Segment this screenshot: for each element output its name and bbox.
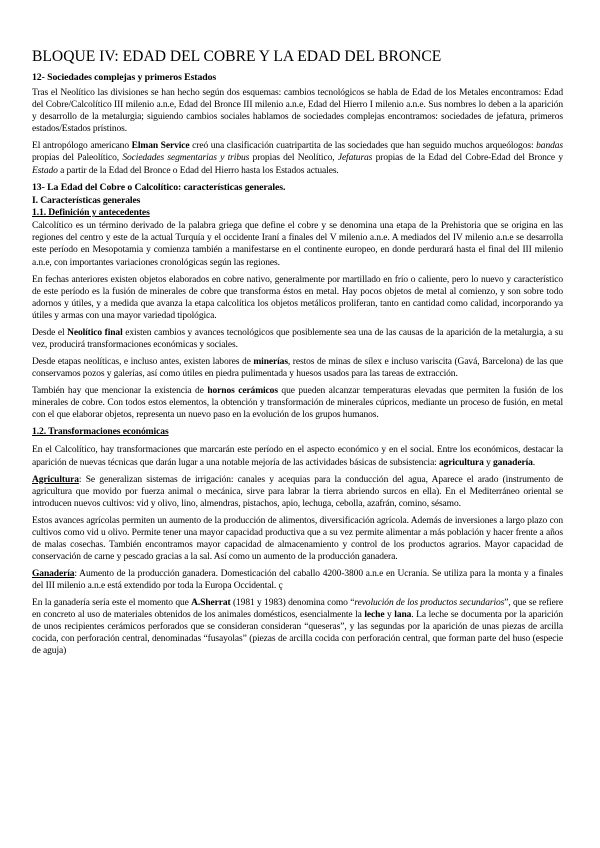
paragraph: Desde el Neolítico final existen cambios y avances tecnológicos que posiblemente sea una de las causas de la aparición de la metalurgia, a su vez, producirá transformaciones económicas y sociales.	[32, 327, 564, 350]
page-title: BLOQUE IV: EDAD DEL COBRE Y LA EDAD DEL BRONCE	[32, 48, 442, 65]
paragraph: En el Calcolítico, hay transformaciones que marcarán este período en el aspecto económico y en el social. Entre los económicos, destacar la aparición de nuevas técnicas que darán lugar a una notable mejoría de las actividades básicas de subsistencia: agricultura y ganadería.	[32, 445, 563, 468]
paragraph: Agricultura: Se generalizan sistemas de irrigación: canales y acequias para la conducción del agua, Aparece el arado (instrumento de agricultura que movido por fuerza animal o mecánica, sirve para labrar la tierra abriendo surcos en ella). En el Mediterráneo oriental se introducen nuevos cultivos: vid y olivo, lino, almendras, pistachos, apio, lechuga, cebolla, azafrán, comino, sésamo.	[32, 474, 563, 509]
paragraph: En la ganadería sería este el momento que A.Sherrat (1981 y 1983) denomina como “revolución de los productos secundarios”, que se refiere en concreto al uso de materiales obtenidos de los animales domésticos, esencialmente la leche y lana. La leche se documenta por la aparición de unos recipientes cerámicos perforados que se consideran consideran “queseras”, y las segundas por la aparición de unas piezas de arcilla cocida, con perforación central, denominadas “fusayolas” (piezas de arcilla cocida con perforación central, que forman parte del huso (especie de aguja)	[32, 598, 563, 657]
subsection-heading: 1.1. Definición y antecedentes	[32, 207, 150, 219]
paragraph: Estos avances agrícolas permiten un aumento de la producción de alimentos, diversificación agrícola. Además de inversiones a largo plazo con cultivos como vid u olivo. Permite tener una mayor capacidad productiva que a su vez permite alimentar a más población y hacer frente a años de malas cosechas. También encontramos mayor capacidad de almacenamiento y control de los productos agrarios. Mayor capacidad de conservación de carne y pescado gracias a la sal. Así como un aumento de la producción ganadera.	[32, 515, 563, 562]
paragraph: Ganadería: Aumento de la producción ganadera. Domesticación del caballo 4200-3800 a.n.e en Ucrania. Se utiliza para la monta y a finales del III milenio a.n.e está extendido por toda la Europa Occidental. ç	[32, 569, 563, 592]
paragraph: Tras el Neolítico las divisiones se han hecho según dos esquemas: cambios tecnológicos se habla de Edad de los Metales encontramos: Edad del Cobre/Calcolítico III milenio a.n.e, Edad del Bronce III milenio a.n.e, Edad del Hierro I milenio a.n.e. Sus nombres lo deben a la aparición y desarrollo de la metalurgia; siguiendo cambios sociales hablamos de sociedades complejas encontramos: sociedades de jefatura, primeros estados/Estados prístinos.	[32, 88, 563, 135]
paragraph: Desde etapas neolíticas, e incluso antes, existen labores de minerías, restos de minas de sílex e incluso variscita (Gavá, Barcelona) de las que conservamos pozos y galerías, así como útiles en piedra pulimentada y huesos usados para las tareas de extracción.	[32, 356, 563, 380]
paragraph: En fechas anteriores existen objetos elaborados en cobre nativo, generalmente por martillado en frío o caliente, pero lo nuevo y característico de este período es la fusión de minerales de cobre que transforma éstos en metal. Hay pocos objetos de metal al comienzo, y son sobre todo adornos y útiles, y a medida que avanza la etapa calcolítica los objetos metálicos proliferan, tanto en cantidad como calidad, incorporando ya útiles y armas con una mayor variedad tipológica.	[32, 274, 563, 321]
paragraph: Calcolítico es un término derivado de la palabra griega que define el cobre y se denomina una etapa de la Prehistoria que se origina en las regiones del centro y este de la actual Turquía y el occidente Iraní a finales del V milenio a.n.e. A mediados del IV milenio a.n.e se desarrolla este período en Mesopotamia y comienza también a manifestarse en el continente europeo, en donde perdurará hasta el final del III milenio a.n.e, con importantes variaciones cronológicas según las regiones.	[32, 221, 563, 268]
subsection-heading: 1.2. Transformaciones económicas	[32, 426, 169, 438]
paragraph: También hay que mencionar la existencia de hornos cerámicos que pueden alcanzar temperaturas elevadas que permiten la fusión de los minerales de cobre. Con todos estos elementos, la obtención y transformación de minerales cúpricos, mediante un proceso de fusión, en metal con el que elaborar objetos, representa un nuevo paso en la evolución de los grupos humanos.	[32, 386, 564, 421]
section-13-heading: 13- La Edad del Cobre o Calcolítico: características generales.	[32, 181, 286, 193]
section-12-heading: 12- Sociedades complejas y primeros Estados	[32, 71, 217, 83]
paragraph: El antropólogo americano Elman Service creó una clasificación cuatripartita de las sociedades que han seguido muchos arqueólogos: bandas propias del Paleolítico, Sociedades segmentarias y tribus propias del Neolítico, Jefaturas propias de la Edad del Cobre-Edad del Bronce y Estado a partir de la Edad del Bronce o Edad del Hierro hasta los Estados actuales.	[32, 141, 564, 176]
subsection-heading: I. Características generales	[32, 195, 141, 207]
